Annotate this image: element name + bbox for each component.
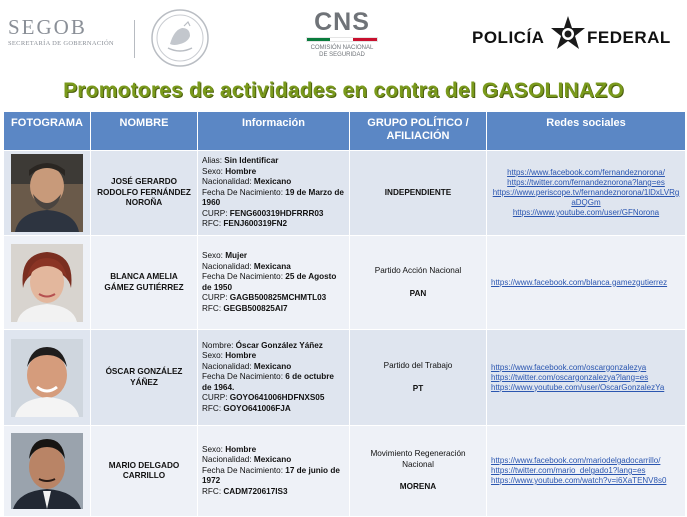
table-header-row — [4, 112, 686, 151]
political-group — [350, 426, 487, 517]
segob-subtitle: SECRETARÍA DE GOBERNACIÓN — [8, 40, 114, 47]
twitter-link[interactable]: https://twitter.com/oscargonzalezya?lang=es — [491, 372, 649, 382]
info-line: RFC: CADM720617IS3 — [202, 486, 288, 496]
cns-logo — [296, 9, 388, 59]
youtube-link[interactable]: https://www.youtube.com/watch?v=i6XaTENV8s0 — [491, 476, 667, 485]
youtube-link[interactable]: https://www.youtube.com/user/GFNorona — [512, 208, 660, 217]
facebook-link[interactable]: https://www.facebook.com/blanca.gamezgutierrez — [491, 277, 668, 287]
person-name: JOSÉ GERARDO RODOLFO FERNÁNDEZ NOROÑA — [91, 151, 198, 236]
table-row — [4, 426, 686, 517]
group-full-name: Partido del Trabajo — [383, 361, 453, 370]
periscope-link[interactable]: https://www.periscope.tv/fernandeznorona/1lDxLVRgaDQGm — [492, 188, 680, 207]
facebook-link[interactable]: https://www.facebook.com/mariodelgadocarrillo/ — [491, 456, 661, 465]
info-line: Nacionalidad: Mexicana — [202, 261, 291, 271]
policia-federal-logo — [472, 14, 680, 58]
info-line: Nacionalidad: Mexicano — [202, 177, 292, 187]
social-links — [487, 151, 686, 236]
mexico-seal-icon — [150, 8, 210, 68]
cns-subtitle-1: COMISIÓN NACIONAL — [310, 45, 374, 51]
info-line: Sexo: Hombre — [202, 166, 257, 176]
column-header-social: Redes sociales — [487, 112, 686, 151]
cns-title: CNS — [314, 8, 370, 36]
person-photo-icon — [11, 244, 83, 322]
political-group — [350, 330, 487, 426]
social-links — [487, 330, 686, 426]
police-star-icon — [548, 14, 588, 58]
promoters-table — [3, 111, 686, 517]
column-header-photo: FOTOGRAMA — [4, 112, 91, 151]
photo-cell — [4, 426, 91, 517]
info-line: Nacionalidad: Mexicano — [202, 455, 292, 465]
info-line: CURP: GAGB500825MCHMTL03 — [202, 293, 327, 302]
pf-left-text: POLICÍA — [472, 28, 545, 47]
info-line: Sexo: Hombre — [202, 444, 257, 454]
info-line: Sexo: Hombre — [202, 351, 257, 361]
group-name: INDEPENDIENTE — [384, 187, 452, 197]
person-photo-icon — [11, 154, 83, 232]
person-info — [198, 330, 350, 426]
info-line: Fecha De Nacimiento: 25 de Agosto de 1950 — [202, 272, 337, 292]
youtube-link[interactable]: https://www.youtube.com/user/OscarGonzalezYa — [491, 382, 665, 392]
photo-cell — [4, 330, 91, 426]
page-title: Promotores de actividades en contra del GASOLINAZO — [63, 79, 624, 102]
info-line: CURP: GOYO641006HDFNXS05 — [202, 393, 325, 403]
column-header-name: NOMBRE — [91, 112, 198, 151]
person-name: BLANCA AMELIA GÁMEZ GUTIÉRREZ — [91, 236, 198, 330]
logo-divider — [134, 20, 135, 58]
political-group — [350, 236, 487, 330]
column-header-group: GRUPO POLÍTICO / AFILIACIÓN — [350, 112, 487, 151]
info-line: RFC: GEGB500825AI7 — [202, 303, 288, 313]
group-acronym: PT — [412, 383, 424, 393]
info-line: Nombre: Óscar González Yáñez — [202, 340, 323, 350]
group-acronym: PAN — [409, 288, 427, 298]
group-full-name: Partido Acción Nacional — [374, 266, 462, 275]
person-info — [198, 236, 350, 330]
group-acronym: MORENA — [399, 482, 437, 492]
info-line: Fecha De Nacimiento: 19 de Marzo de 1960 — [202, 187, 344, 208]
twitter-link[interactable]: https://twitter.com/fernandeznorona?lang=es — [507, 178, 665, 187]
info-line: Alias: Sin Identificar — [202, 156, 279, 166]
cns-subtitle-2: DE SEGURIDAD — [319, 52, 365, 58]
segob-title: SEGOB — [8, 15, 87, 39]
person-info — [198, 426, 350, 517]
group-full-name: Movimiento Regeneración Nacional — [370, 449, 466, 469]
person-photo-icon — [11, 339, 83, 417]
table-row — [4, 236, 686, 330]
info-line: Fecha De Nacimiento: 17 de junio de 1972 — [202, 465, 340, 486]
table-row — [4, 330, 686, 426]
info-line: Sexo: Mujer — [202, 251, 248, 260]
info-line: RFC: FENJ600319FN2 — [202, 219, 288, 229]
table-row — [4, 151, 686, 236]
page-header — [0, 0, 687, 78]
info-line: Fecha De Nacimiento: 6 de octubre de 1964. — [202, 372, 334, 392]
info-line: CURP: FENG600319HDFRRR03 — [202, 208, 324, 218]
pf-right-text: FEDERAL — [587, 28, 671, 47]
cns-flag-bar — [306, 37, 378, 42]
person-name: ÓSCAR GONZÁLEZ YÁÑEZ — [91, 330, 198, 426]
segob-logo — [8, 16, 133, 47]
social-links — [487, 426, 686, 517]
photo-cell — [4, 236, 91, 330]
column-header-info: Información — [198, 112, 350, 151]
person-name: MARIO DELGADO CARRILLO — [91, 426, 198, 517]
twitter-link[interactable]: https://twitter.com/mario_delgado1?lang=es — [491, 466, 646, 475]
facebook-link[interactable]: https://www.facebook.com/oscargonzalezya — [491, 362, 647, 372]
info-line: RFC: GOYO641006FJA — [202, 403, 291, 413]
facebook-link[interactable]: https://www.facebook.com/fernandeznorona/ — [507, 168, 665, 177]
political-group — [350, 151, 487, 236]
photo-cell — [4, 151, 91, 236]
social-links — [487, 236, 686, 330]
info-line: Nacionalidad: Mexicano — [202, 361, 292, 371]
person-photo-icon — [11, 433, 83, 509]
person-info — [198, 151, 350, 236]
